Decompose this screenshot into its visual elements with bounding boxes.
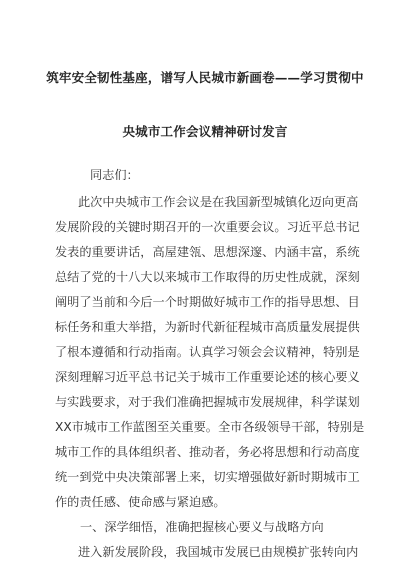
- paragraph-1-line: 此次中央城市工作会议是在我国新型城镇化迈向更高: [78, 195, 359, 209]
- paragraph-1-line: XX市城市工作蓝图至关重要。全市各级领导干部，特别是: [55, 420, 365, 434]
- paragraph-1-line: 统一到党中央决策部署上来，切实增强做好新时期城市工: [55, 470, 360, 484]
- salutation: 同志们：: [90, 168, 139, 182]
- paragraph-1-line: 阐明了当前和今后一个时期做好城市工作的指导思想、目: [55, 295, 360, 309]
- paragraph-1-line: 与实践要求，对于我们准确把握城市发展规律，科学谋划: [55, 395, 360, 409]
- paragraph-2-line: 进入新发展阶段，我国城市发展已由规模扩张转向内: [78, 545, 359, 559]
- paragraph-1-line: 标任务和重大举措，为新时代新征程城市高质量发展提供: [55, 320, 360, 334]
- paragraph-1-line: 发展阶段的关键时期召开的一次重要会议。习近平总书记: [55, 220, 360, 234]
- paragraph-1-line: 深刻理解习近平总书记关于城市工作重要论述的核心要义: [55, 370, 360, 384]
- paragraph-1-line: 总结了党的十八大以来城市工作取得的历史性成就，深刻: [55, 270, 360, 284]
- section-heading: 一、深学细悟，准确把握核心要义与战略方向: [80, 520, 324, 534]
- document-title-line-1: 筑牢安全韧性基座，谱写人民城市新画卷——学习贯彻中: [46, 70, 364, 85]
- paragraph-1-line: 作的责任感、使命感与紧迫感。: [55, 495, 226, 509]
- paragraph-1-line: 城市工作的具体组织者、推动者，务必将思想和行动高度: [55, 445, 360, 459]
- paragraph-1-line: 发表的重要讲话，高屋建瓴、思想深邃、内涵丰富，系统: [55, 245, 360, 259]
- paragraph-1-line: 了根本遵循和行动指南。认真学习领会会议精神，特别是: [55, 345, 360, 359]
- document-title-line-2: 央城市工作会议精神研讨发言: [122, 124, 288, 139]
